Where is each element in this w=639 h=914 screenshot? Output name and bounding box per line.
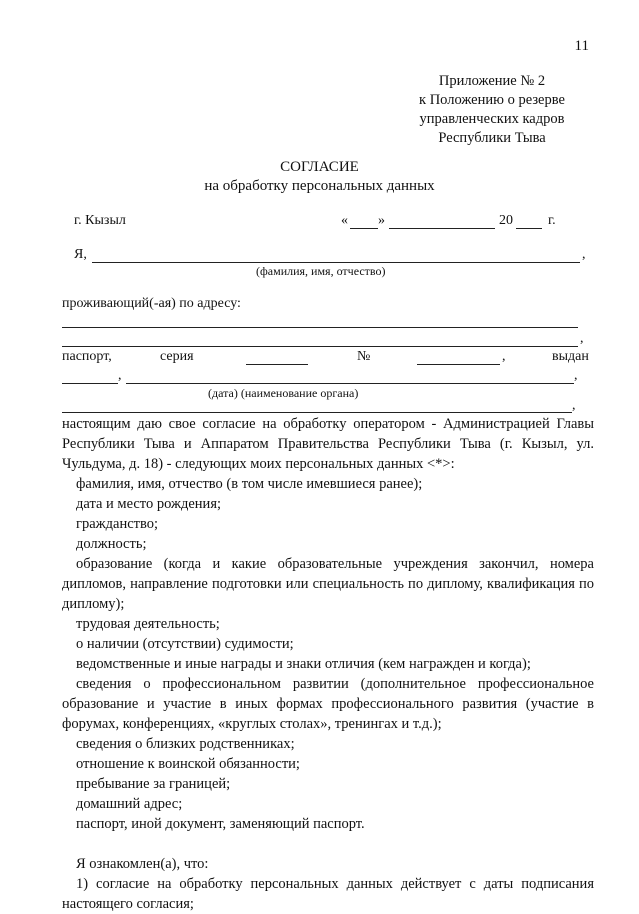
issue-date-comma: , xyxy=(118,368,122,383)
full-name-field[interactable] xyxy=(92,262,580,263)
data-item: должность; xyxy=(76,536,147,552)
address-field-line-2[interactable] xyxy=(62,346,578,347)
issuing-authority-field[interactable] xyxy=(126,383,574,384)
person-label: Я, xyxy=(74,247,87,262)
data-item: образование (когда и какие образовательные учреждения закончил, номера дипломов, направление подготовки или специальность по диплому, квалификация по диплому); xyxy=(62,556,594,612)
page-number: 11 xyxy=(574,38,589,54)
address-comma: , xyxy=(580,331,584,346)
issuing-authority-field-line-2[interactable] xyxy=(62,412,572,413)
title-main: СОГЛАСИЕ xyxy=(280,159,359,175)
appendix-header xyxy=(402,72,582,148)
appendix-line-4: Республики Тыва xyxy=(438,130,546,146)
clause-1: 1) согласие на обработку персональных данных действует с даты подписания настоящего согласия; xyxy=(62,876,594,912)
acknowledged-heading: Я ознакомлен(а), что: xyxy=(76,856,209,872)
data-item: паспорт, иной документ, заменяющий паспорт. xyxy=(76,816,365,832)
passport-label: паспорт, xyxy=(62,349,112,364)
date-year-suffix: г. xyxy=(548,213,556,228)
data-item: дата и место рождения; xyxy=(76,496,222,512)
appendix-line-1: Приложение № 2 xyxy=(438,73,546,89)
data-item: фамилия, имя, отчество (в том числе имевшиеся ранее); xyxy=(76,476,423,492)
document-title xyxy=(0,158,639,196)
data-item: сведения о близких родственниках; xyxy=(76,736,295,752)
issuing-authority-comma: , xyxy=(574,368,578,383)
date-month-field[interactable] xyxy=(389,228,495,229)
issuing-authority-comma-2: , xyxy=(572,398,576,413)
data-item: гражданство; xyxy=(76,516,159,532)
passport-issued-label: выдан xyxy=(552,349,589,364)
passport-series-field[interactable] xyxy=(246,364,308,365)
passport-number-label: № xyxy=(357,349,371,364)
date-quote-open: « xyxy=(341,213,348,228)
issue-date-field[interactable] xyxy=(62,383,118,384)
data-item: ведомственные и иные награды и знаки отличия (кем награжден и когда); xyxy=(76,656,531,672)
address-field-line-1[interactable] xyxy=(62,327,578,328)
data-item: отношение к воинской обязанности; xyxy=(76,756,300,772)
appendix-line-3: управленческих кадров xyxy=(419,111,565,127)
data-item: сведения о профессиональном развитии (дополнительное профессиональное образование и участие в иных формах профессионального развития (участие в форумах, конференциях, «круглых столах», тренингах и т.д.); xyxy=(62,676,594,732)
data-item: пребывание за границей; xyxy=(76,776,231,792)
spacer xyxy=(62,834,594,854)
data-item: домашний адрес; xyxy=(76,796,183,812)
date-day-field[interactable] xyxy=(350,228,378,229)
title-subtitle: на обработку персональных данных xyxy=(204,178,435,194)
full-name-comma: , xyxy=(582,247,586,262)
issued-hint: (дата) (наименование органа) xyxy=(208,386,359,400)
date-year-field[interactable] xyxy=(516,228,542,229)
address-label: проживающий(-ая) по адресу: xyxy=(62,296,241,311)
date-quote-close: » xyxy=(378,213,385,228)
consent-body xyxy=(62,414,594,914)
passport-number-comma: , xyxy=(502,349,506,364)
data-item: о наличии (отсутствии) судимости; xyxy=(76,636,294,652)
data-item: трудовая деятельность; xyxy=(76,616,220,632)
consent-paragraph: настоящим даю свое согласие на обработку оператором - Администрацией Главы Республики Тыва и Аппаратом Правительства Республики Тыва (г. Кызыл, ул. Чульдума, д. 18) - следующих моих персональных данных <*>: xyxy=(62,416,594,472)
appendix-line-2: к Положению о резерве xyxy=(419,92,565,108)
city-label: г. Кызыл xyxy=(74,213,126,228)
passport-number-field[interactable] xyxy=(417,364,500,365)
date-year-prefix: 20 xyxy=(499,213,513,228)
full-name-hint: (фамилия, имя, отчество) xyxy=(256,264,386,278)
passport-series-label: серия xyxy=(160,349,194,364)
